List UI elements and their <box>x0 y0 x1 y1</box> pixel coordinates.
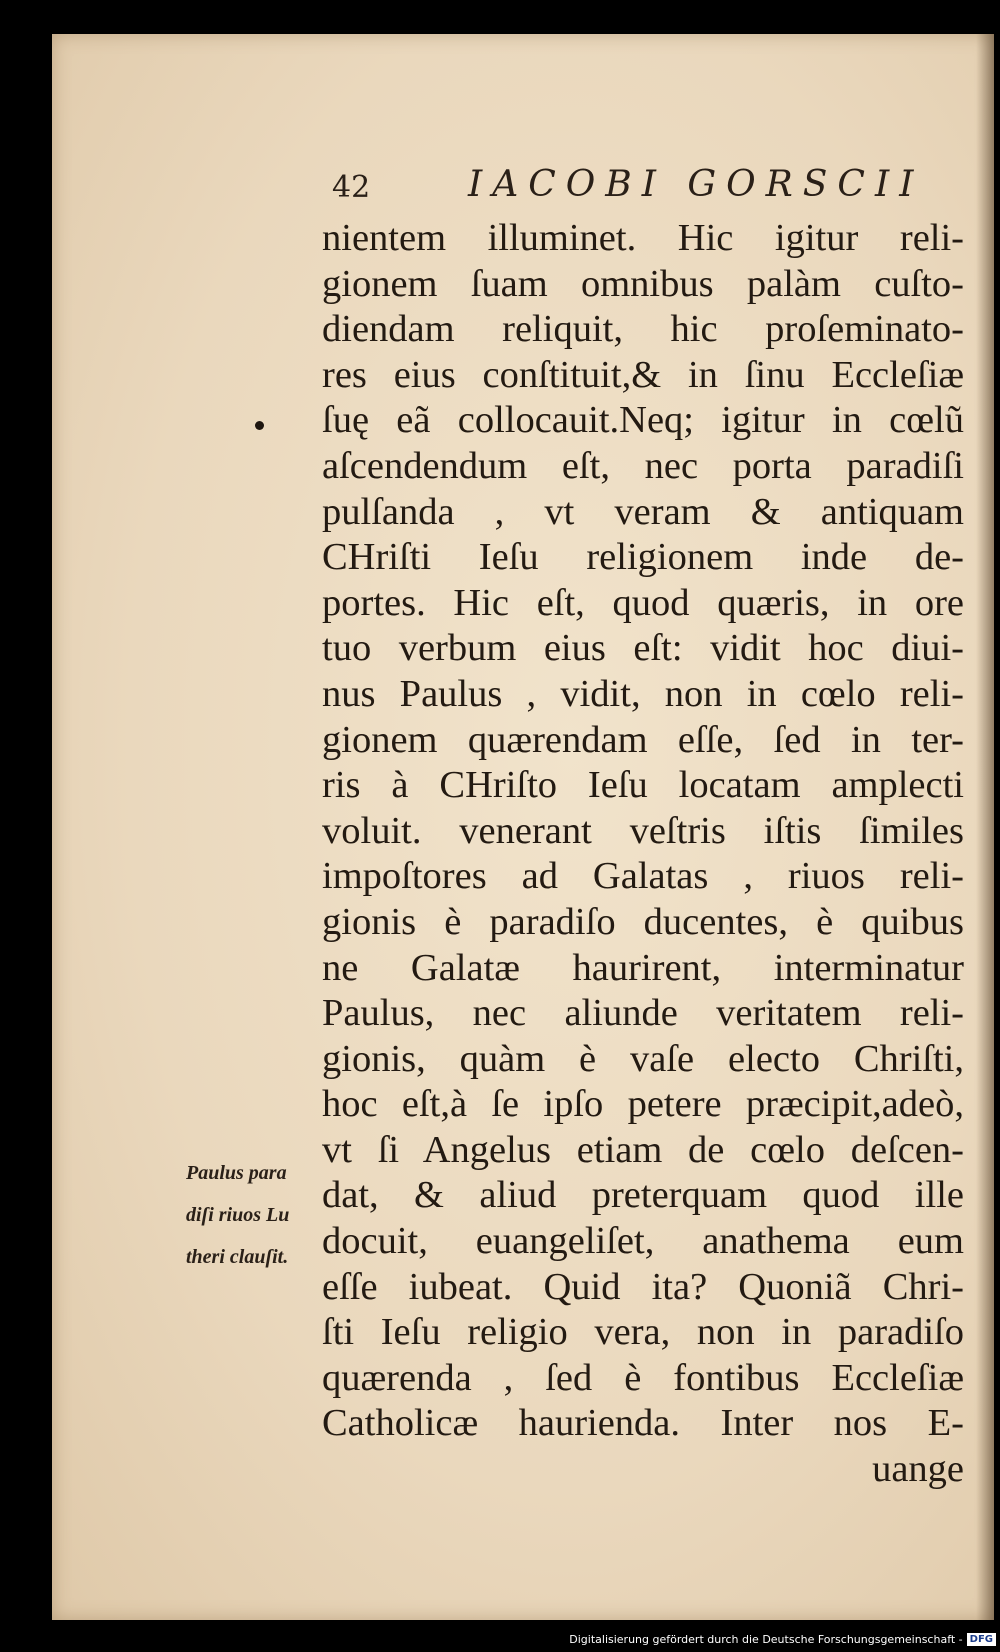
text-line: quærenda , ſed è fontibus Eccleſiæ <box>322 1356 964 1399</box>
text-line: gionem quærendam eſſe, ſed in ter- <box>322 718 964 761</box>
text-line: hoc eſt,à ſe ipſo petere præcipit,adeò, <box>322 1083 964 1126</box>
text-line: ris à CHriſto Ieſu locatam amplecti <box>322 764 964 807</box>
marginal-note-line: Paulus para <box>186 1162 287 1184</box>
book-page <box>52 34 994 1620</box>
text-line: gionem ſuam omnibus palàm cuſto- <box>322 262 964 305</box>
text-line: Catholicæ haurienda. Inter nos E- <box>322 1402 964 1445</box>
text-line: Paulus, nec aliunde veritatem reli- <box>322 992 964 1035</box>
text-line: ne Galatæ haurirent, interminatur <box>322 946 964 989</box>
text-line: ſuę eã collocauit.Neq; igitur in cœlũ <box>322 399 964 442</box>
text-line: nus Paulus , vidit, non in cœlo reli- <box>322 672 964 715</box>
page-gutter-shadow <box>976 34 994 1620</box>
catchword: uange <box>872 1448 964 1491</box>
text-line: ſti Ieſu religio vera, non in paradiſo <box>322 1311 964 1354</box>
text-line: dat, & aliud preterquam quod ille <box>322 1174 964 1217</box>
text-line: impoſtores ad Galatas , riuos reli- <box>322 855 964 898</box>
marginal-note <box>186 1152 326 1278</box>
text-line: CHriſti Ieſu religionem inde de- <box>322 536 964 579</box>
text-line: voluit. venerant veſtris iſtis ſimiles <box>322 809 964 852</box>
text-line: portes. Hic eſt, quod quæris, in ore <box>322 581 964 624</box>
text-line: diendam reliquit, hic proſeminato- <box>322 308 964 351</box>
text-line: vt ſi Angelus etiam de cœlo deſcen- <box>322 1128 964 1171</box>
text-line: gionis è paradiſo ducentes, è quibus <box>322 900 964 943</box>
text-line: aſcendendum eſt, nec porta paradiſi <box>322 444 964 487</box>
text-line: pulſanda , vt veram & antiquam <box>322 490 964 533</box>
credit-text: Digitalisierung gefördert durch die Deutsche Forschungsgemeinschaft - <box>569 1633 963 1646</box>
marginal-note-line: diſi riuos Lu <box>186 1204 290 1226</box>
ink-mark <box>255 421 264 430</box>
running-head <box>332 164 952 212</box>
text-line: eſſe iubeat. Quid ita? Quoniã Chri- <box>322 1265 964 1308</box>
digitization-credit <box>569 1633 996 1646</box>
marginal-note-line: theri clauſit. <box>186 1246 289 1268</box>
text-line: gionis, quàm è vaſe electo Chriſti, <box>322 1037 964 1080</box>
dfg-logo: DFG <box>967 1633 996 1646</box>
text-line: tuo verbum eius eſt: vidit hoc diui- <box>322 627 964 670</box>
text-line: res eius conſtituit,& in ſinu Eccleſiæ <box>322 353 964 396</box>
body-text <box>322 216 964 1493</box>
running-head-title: IACOBI GORSCII <box>468 164 924 205</box>
text-line: docuit, euangeliſet, anathema eum <box>322 1220 964 1263</box>
page-number: 42 <box>332 170 371 205</box>
text-line: nientem illuminet. Hic igitur reli- <box>322 217 964 259</box>
